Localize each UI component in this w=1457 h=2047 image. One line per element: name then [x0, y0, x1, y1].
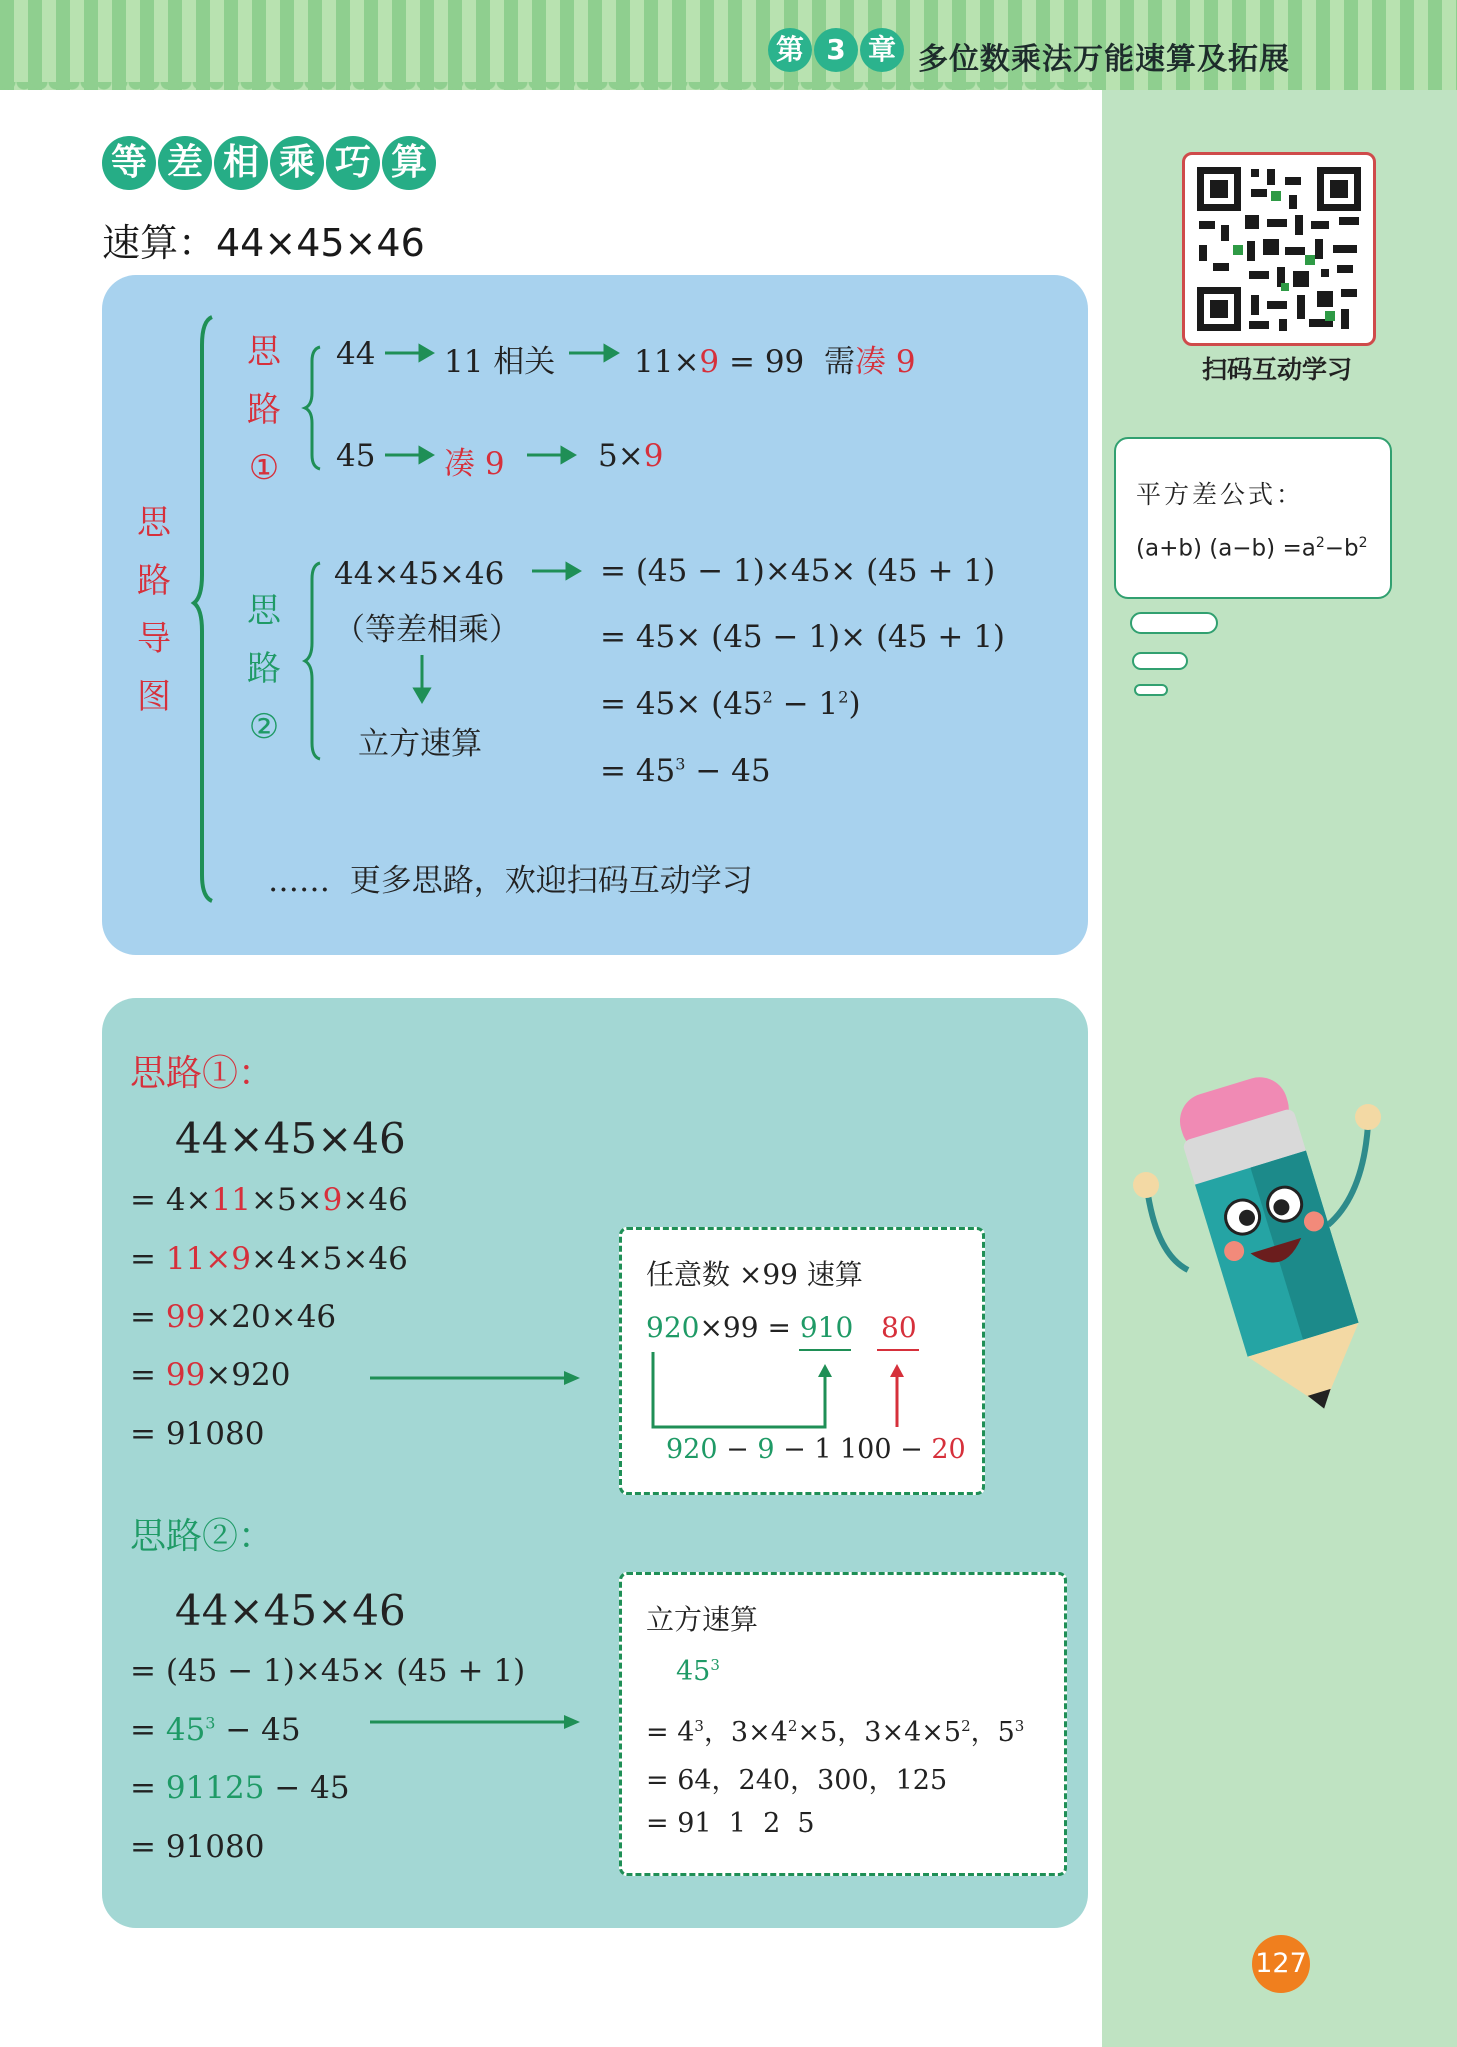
box-times99-title: 任意数 ×99 速算 — [646, 1258, 863, 1291]
more-ideas: …… 更多思路，欢迎扫码互动学习 — [268, 863, 753, 899]
solution2-line4: = 91080 — [130, 1829, 265, 1865]
sup: 2 — [838, 687, 849, 707]
text-red: 9 — [322, 1182, 343, 1218]
text: − 45 — [215, 1712, 301, 1748]
idea2-char: 路 — [247, 649, 281, 689]
qr-code-icon — [1185, 155, 1373, 343]
text: 11× — [634, 344, 700, 380]
text-green: 920 — [666, 1434, 718, 1465]
solution1-line3 — [130, 1299, 336, 1335]
text: ×20×46 — [205, 1299, 337, 1335]
text: = 4 — [646, 1717, 695, 1748]
solution1-heading: 思路①： — [130, 1053, 275, 1094]
text: = — [130, 1770, 166, 1806]
box-cube-l1 — [676, 1656, 720, 1687]
text-red: 凑 9 — [855, 344, 916, 380]
sup: 2 — [787, 1717, 798, 1735]
formula-expr — [1136, 535, 1368, 562]
box-times99-bottom-left — [666, 1434, 832, 1465]
idea1-row2-c — [598, 438, 663, 474]
text: − — [717, 1434, 758, 1465]
text-red: 11 — [211, 1182, 251, 1218]
box-cube-l4: = 91 1 2 5 — [646, 1808, 815, 1839]
sup: 2 — [1315, 535, 1325, 551]
idea1-char: ① — [248, 448, 280, 488]
text-red: 11×9 — [165, 1241, 251, 1277]
qr-code[interactable] — [1182, 152, 1376, 346]
text: ×5，3×4×5 — [797, 1717, 962, 1748]
idea2-step1: = (45 − 1)×45× (45 + 1) — [600, 553, 996, 589]
root-char: 路 — [137, 561, 171, 601]
sup: 3 — [1014, 1717, 1025, 1735]
text-green: 91125 — [165, 1770, 265, 1806]
title-char: 相 — [214, 136, 268, 190]
problem-subtitle: 速算：44×45×46 — [102, 221, 425, 265]
idea1-row1-c — [634, 336, 916, 381]
idea1-char: 路 — [247, 390, 281, 430]
formula-note — [1114, 437, 1392, 599]
text: ，5 — [970, 1717, 1015, 1748]
solution1-arrow — [368, 1366, 583, 1390]
section-title — [102, 136, 436, 190]
chapter-title: 多位数乘法万能速算及拓展 — [918, 42, 1290, 77]
solution2-line1: = (45 − 1)×45× (45 + 1) — [130, 1653, 526, 1689]
title-char: 巧 — [326, 136, 380, 190]
text: = — [130, 1241, 166, 1277]
idea2-step3 — [600, 686, 861, 722]
box-cube-title: 立方速算 — [646, 1603, 759, 1636]
idea1-row1-b: 11 相关 — [444, 344, 556, 380]
sup: 2 — [1358, 535, 1368, 551]
title-char: 算 — [382, 136, 436, 190]
text: ×5× — [250, 1182, 323, 1218]
text: = — [130, 1712, 166, 1748]
title-char: 等 — [102, 136, 156, 190]
pencil-mascot-icon — [1118, 1025, 1393, 1415]
text: 100 − — [840, 1434, 932, 1465]
solution1-line5: = 91080 — [130, 1416, 265, 1452]
solution1-line4 — [130, 1357, 290, 1393]
text: = 99 需 — [719, 344, 855, 380]
box-times99-80: 80 — [881, 1311, 917, 1344]
text: = 4× — [130, 1182, 212, 1218]
solution2-line3 — [130, 1770, 350, 1806]
page-number: 127 — [1252, 1935, 1310, 1993]
idea1-char: 思 — [247, 332, 281, 372]
idea2-method: 立方速算 — [358, 726, 482, 762]
solution1-line2 — [130, 1241, 408, 1277]
text: ×99 = — [699, 1311, 800, 1344]
idea2-step4 — [600, 753, 771, 789]
solution1-expr: 44×45×46 — [175, 1114, 406, 1163]
note-tail-medium — [1132, 652, 1188, 670]
idea2-char: ② — [248, 707, 280, 747]
sup: 3 — [205, 1713, 216, 1733]
text-red: 9 — [643, 438, 664, 474]
sup: 3 — [694, 1717, 704, 1735]
idea1-row2-b: 凑 9 — [444, 446, 505, 482]
text-green: 910 — [799, 1311, 854, 1344]
note-tail-large — [1130, 612, 1218, 634]
idea1-label — [244, 323, 284, 497]
idea2-label — [244, 582, 284, 756]
mindmap-root — [134, 494, 174, 726]
text: = 45 — [600, 753, 676, 789]
text: ，3×4 — [703, 1717, 788, 1748]
root-char: 思 — [137, 503, 171, 543]
text: − 45 — [685, 753, 771, 789]
root-char: 导 — [137, 619, 171, 659]
sup: 3 — [710, 1656, 720, 1674]
idea1-row1-a: 44 — [336, 336, 376, 372]
text-green: 9 — [757, 1434, 775, 1465]
text: = — [130, 1357, 166, 1393]
solution2-heading: 思路②： — [130, 1516, 275, 1557]
text-green: 45 — [165, 1712, 206, 1748]
text: = — [130, 1299, 166, 1335]
idea2-char: 思 — [247, 591, 281, 631]
sup: 3 — [675, 754, 686, 774]
text-red: 99 — [165, 1299, 206, 1335]
chapter-prefix: 第 — [768, 28, 812, 72]
text-red: 99 — [165, 1357, 206, 1393]
solution2-arrow — [368, 1710, 583, 1734]
text: ) — [848, 686, 861, 722]
text: ×920 — [205, 1357, 291, 1393]
text: − 1 — [772, 686, 839, 722]
box-cube-l2 — [646, 1710, 1024, 1749]
formula-title: 平方差公式： — [1136, 480, 1305, 509]
chapter-suffix: 章 — [860, 28, 904, 72]
idea2-note: （等差相乘） — [334, 612, 520, 648]
solution2-expr: 44×45×46 — [175, 1586, 406, 1635]
header-wave-edge — [0, 82, 1100, 98]
text-green: 45 — [676, 1656, 711, 1687]
text: = 45× (45 — [600, 686, 763, 722]
text: ×4×5×46 — [251, 1241, 408, 1277]
text: −b — [1324, 535, 1359, 562]
box-cube-l3: = 64，240，300，125 — [646, 1765, 948, 1796]
solution2-line2 — [130, 1712, 301, 1748]
chapter-number: 3 — [814, 28, 858, 72]
sup: 2 — [762, 687, 773, 707]
text: − 45 — [264, 1770, 350, 1806]
idea2-step2: = 45× (45 − 1)× (45 + 1) — [600, 619, 1006, 655]
sup: 2 — [961, 1717, 971, 1735]
box-times99-bottom-right — [840, 1434, 966, 1465]
title-char: 差 — [158, 136, 212, 190]
text: (a+b) (a−b) =a — [1136, 535, 1316, 562]
idea1-row2-a: 45 — [336, 438, 376, 474]
note-tail-small — [1134, 684, 1168, 696]
qr-label: 扫码互动学习 — [1201, 355, 1352, 384]
text-red: 9 — [699, 344, 720, 380]
text-red: 20 — [931, 1434, 966, 1465]
idea2-expr: 44×45×46 — [334, 556, 505, 592]
text: − 1 — [774, 1434, 832, 1465]
solution1-line1 — [130, 1182, 408, 1218]
root-char: 图 — [137, 677, 171, 717]
text: ×46 — [342, 1182, 408, 1218]
text: 5× — [598, 438, 644, 474]
text-green: 920 — [646, 1311, 700, 1344]
title-char: 乘 — [270, 136, 324, 190]
